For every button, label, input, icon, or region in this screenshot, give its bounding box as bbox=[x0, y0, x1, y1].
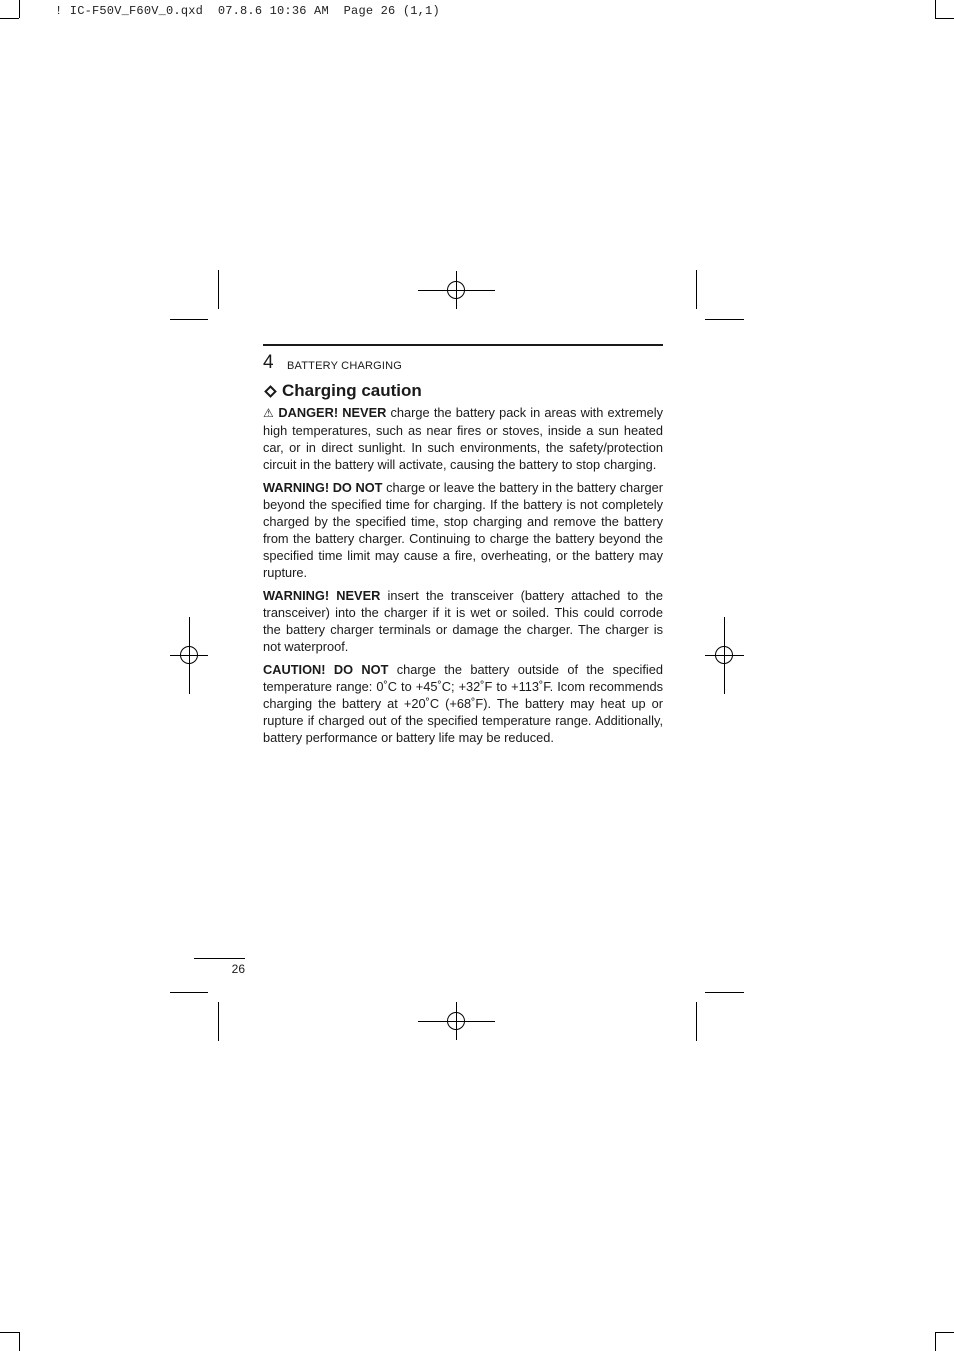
crop-mark bbox=[0, 1332, 19, 1333]
paragraph-lead: CAUTION! DO NOT bbox=[263, 662, 389, 677]
section-header bbox=[263, 353, 663, 373]
crop-mark bbox=[170, 992, 208, 993]
crop-mark bbox=[935, 1332, 936, 1351]
chapter-number: 4 bbox=[263, 352, 274, 373]
paragraph-text: charge the battery outside of the specified temperature range: 0˚C to +45˚C; +32˚F to +113˚F. Icom recommends charging the battery at +20˚C (+68˚F). The battery may heat up or rupture if charged out of the specified temperature range. Additionally, battery performance or battery life may be reduced. bbox=[263, 662, 663, 745]
crop-mark bbox=[935, 1332, 954, 1333]
paragraph-text: insert the transceiver (battery attached to the transceiver) into the charger if it is wet or soiled. This could corrode the battery charger terminals or damage the charger. The charger is not waterproof. bbox=[263, 588, 663, 654]
crop-mark bbox=[696, 270, 697, 309]
paragraph-lead: DANGER! NEVER bbox=[278, 405, 387, 420]
registration-circle bbox=[715, 646, 733, 664]
section-title: BATTERY CHARGING bbox=[287, 360, 403, 372]
crop-mark bbox=[218, 1002, 219, 1041]
diamond-icon bbox=[264, 385, 277, 398]
section-heading bbox=[263, 381, 663, 401]
crop-mark bbox=[19, 1332, 20, 1351]
header-rule bbox=[263, 344, 663, 346]
paragraph-text: charge the battery pack in areas with extremely high temperatures, such as near fires or stoves, inside a sun heated car, or in direct sunlight. In such environments, the safety/protection circuit in the battery will activate, causing the battery to stop charging. bbox=[263, 405, 663, 472]
paragraph-text: charge or leave the battery in the battery charger beyond the specified time for charging. If the battery is not completely charged by the specified time, stop charging and remove the battery from the battery charger. Continuing to charge the battery beyond the specified time limit may cause a fire, overheating, or the battery may rupture. bbox=[263, 480, 663, 580]
crop-mark bbox=[19, 0, 20, 18]
danger-paragraph bbox=[263, 404, 663, 473]
page-content bbox=[263, 344, 663, 746]
crop-mark bbox=[935, 0, 936, 18]
print-slug: ! IC-F50V_F60V_0.qxd 07.8.6 10:36 AM Page 26 (1,1) bbox=[55, 4, 440, 18]
warning-paragraph bbox=[263, 587, 663, 655]
page-number: 26 bbox=[231, 962, 245, 976]
crop-mark bbox=[705, 319, 744, 320]
page-number-rule bbox=[194, 958, 245, 959]
registration-circle bbox=[180, 646, 198, 664]
paragraph-lead: WARNING! DO NOT bbox=[263, 480, 383, 495]
heading-text: Charging caution bbox=[282, 381, 422, 400]
crop-mark bbox=[0, 18, 19, 19]
crop-mark bbox=[696, 1002, 697, 1041]
crop-mark bbox=[218, 270, 219, 309]
caution-paragraph bbox=[263, 661, 663, 746]
crop-mark bbox=[170, 319, 208, 320]
registration-circle bbox=[447, 281, 465, 299]
registration-circle bbox=[447, 1012, 465, 1030]
crop-mark bbox=[935, 18, 954, 19]
warning-triangle-icon: ⚠ bbox=[263, 406, 275, 420]
warning-paragraph bbox=[263, 479, 663, 581]
crop-mark bbox=[705, 992, 744, 993]
paragraph-lead: WARNING! NEVER bbox=[263, 588, 381, 603]
